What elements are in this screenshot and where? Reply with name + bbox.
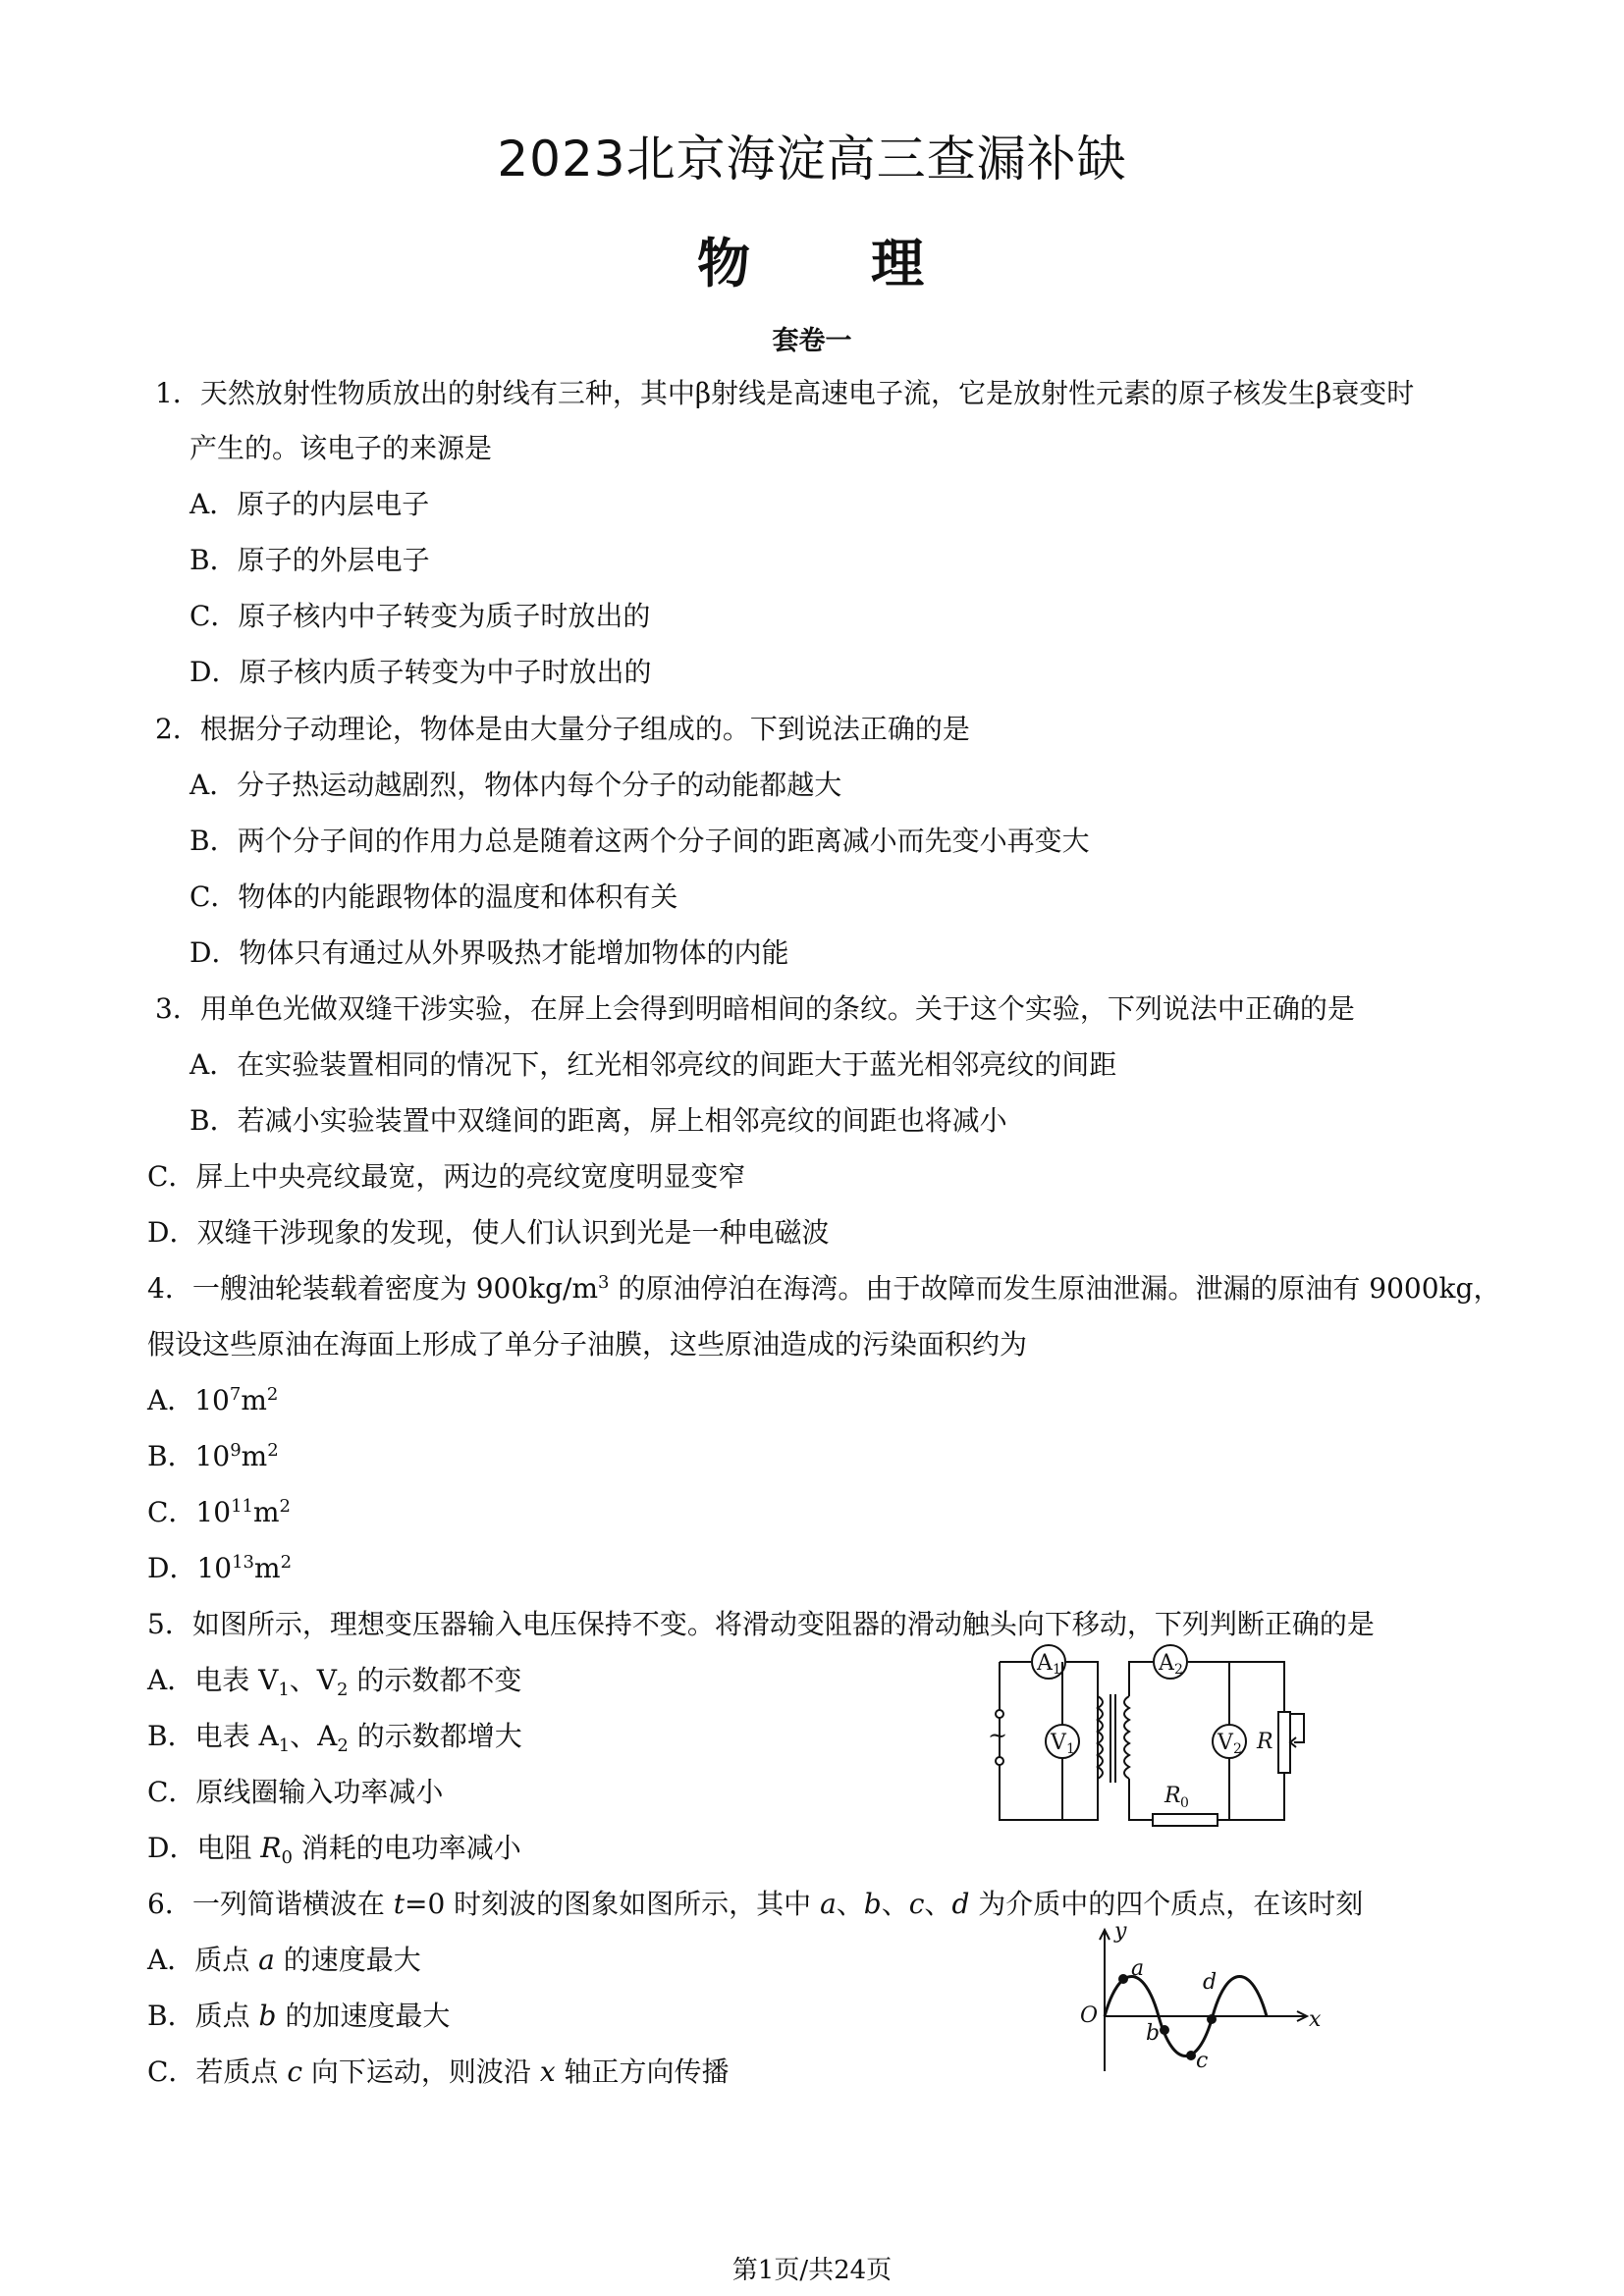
q3-option-a: A．在实验装置相同的情况下，红光相邻亮纹的间距大于蓝光相邻亮纹的间距: [189, 1048, 1117, 1081]
q6-option-c: C．若质点 c 向下运动，则波沿 x 轴正方向传播: [147, 2056, 730, 2088]
q5-stem: 5．如图所示，理想变压器输入电压保持不变。将滑动变阻器的滑动触头向下移动，下列判断正确的是: [147, 1608, 1375, 1640]
svg-text:0: 0: [1180, 1795, 1189, 1811]
q6-option-b: B．质点 b 的加速度最大: [147, 2000, 451, 2032]
q1-option-b: B．原子的外层电子: [189, 544, 430, 576]
q3-option-d: D．双缝干涉现象的发现，使人们认识到光是一种电磁波: [147, 1216, 830, 1249]
svg-text:A: A: [1159, 1651, 1174, 1676]
svg-text:c: c: [1196, 2049, 1209, 2073]
svg-text:d: d: [1203, 1970, 1218, 1995]
q3-option-c: C．屏上中央亮纹最宽，两边的亮纹宽度明显变窄: [147, 1160, 746, 1193]
page-title: 2023北京海淀高三查漏补缺: [497, 131, 1127, 187]
q5-option-c: C．原线圈输入功率减小: [147, 1776, 444, 1808]
svg-text:V: V: [1051, 1731, 1066, 1755]
set-label: 套卷一: [772, 326, 852, 356]
q4-option-a: A．$10^7m^2$: [147, 1384, 279, 1416]
q5-option-b: B．电表 $A_1$、$A_2$ 的示数都增大: [147, 1720, 522, 1756]
q4-stem-line1: 4．一艘油轮装载着密度为 $900kg/m^3$ 的原油停泊在海湾。由于故障而发生原油泄漏。泄漏的原油有 9000kg，: [147, 1272, 1501, 1305]
subject-char-2: 理: [871, 233, 927, 294]
subject-char-1: 物: [697, 233, 753, 294]
q1-option-c: C．原子核内中子转变为质子时放出的: [189, 600, 651, 632]
svg-text:~: ~: [988, 1722, 1008, 1749]
svg-text:b: b: [1146, 2021, 1161, 2046]
q4-option-d: D．$10^{13}m^2$: [147, 1552, 293, 1584]
q4-stem-line2: 假设这些原油在海面上形成了单分子油膜，这些原油造成的污染面积约为: [147, 1328, 1028, 1361]
point-b: [1161, 2026, 1168, 2034]
resistor-r0: [1153, 1814, 1218, 1826]
q2-option-d: D．物体只有通过从外界吸热才能增加物体的内能: [189, 936, 789, 969]
svg-text:1: 1: [1066, 1741, 1075, 1757]
svg-text:2: 2: [1174, 1662, 1183, 1678]
q2-option-b: B．两个分子间的作用力总是随着这两个分子间的距离减小而先变小再变大: [189, 825, 1090, 857]
point-a: [1119, 1975, 1127, 1983]
q2-option-a: A．分子热运动越剧烈，物体内每个分子的动能都越大: [189, 769, 842, 801]
point-c: [1187, 2052, 1195, 2059]
q5-option-d: D．电阻 $R_0$ 消耗的电功率减小: [147, 1832, 521, 1868]
q6-option-a: A．质点 a 的速度最大: [147, 1944, 421, 1976]
svg-text:1: 1: [1053, 1662, 1061, 1678]
svg-text:x: x: [1309, 2007, 1321, 2032]
q6-stem: 6．一列简谐横波在 t=0 时刻波的图象如图所示，其中 a、b、c、d 为介质中的四个质点，在该时刻: [147, 1888, 1364, 1920]
wave-graph: [1075, 1924, 1321, 2081]
svg-text:A: A: [1037, 1651, 1053, 1676]
svg-text:O: O: [1080, 2003, 1099, 2028]
q1-option-a: A．原子的内层电子: [189, 488, 430, 520]
svg-text:a: a: [1131, 1956, 1145, 1981]
svg-text:R: R: [1164, 1784, 1181, 1808]
q3-option-b: B．若减小实验装置中双缝间的距离，屏上相邻亮纹的间距也将减小: [189, 1104, 1007, 1137]
q1-option-d: D．原子核内质子转变为中子时放出的: [189, 656, 652, 688]
q4-option-b: B．$10^9m^2$: [147, 1440, 279, 1472]
input-terminal-bottom: [996, 1757, 1003, 1765]
q1-stem-line1: 1．天然放射性物质放出的射线有三种，其中β射线是高速电子流，它是放射性元素的原子核发生β衰变时: [155, 377, 1415, 409]
page-number: 第1页/共24页: [731, 2256, 893, 2285]
q3-stem: 3．用单色光做双缝干涉实验，在屏上会得到明暗相间的条纹。关于这个实验，下列说法中正确的是: [155, 992, 1355, 1025]
q1-stem-line2: 产生的。该电子的来源是: [189, 432, 493, 464]
input-terminal-top: [996, 1710, 1003, 1718]
point-d: [1208, 2015, 1216, 2023]
svg-text:2: 2: [1233, 1741, 1242, 1757]
svg-text:V: V: [1218, 1731, 1233, 1755]
rheostat-r: [1278, 1712, 1290, 1773]
q2-stem: 2．根据分子动理论，物体是由大量分子组成的。下到说法正确的是: [155, 713, 970, 745]
q4-option-c: C．$10^{11}m^2$: [147, 1496, 291, 1528]
svg-text:y: y: [1114, 1924, 1127, 1944]
subject-title: [0, 222, 1624, 297]
q2-option-c: C．物体的内能跟物体的温度和体积有关: [189, 881, 678, 913]
q5-option-a: A．电表 $V_1$、$V_2$ 的示数都不变: [147, 1664, 522, 1700]
svg-text:R: R: [1257, 1730, 1273, 1754]
transformer-circuit-diagram: [972, 1637, 1326, 1839]
